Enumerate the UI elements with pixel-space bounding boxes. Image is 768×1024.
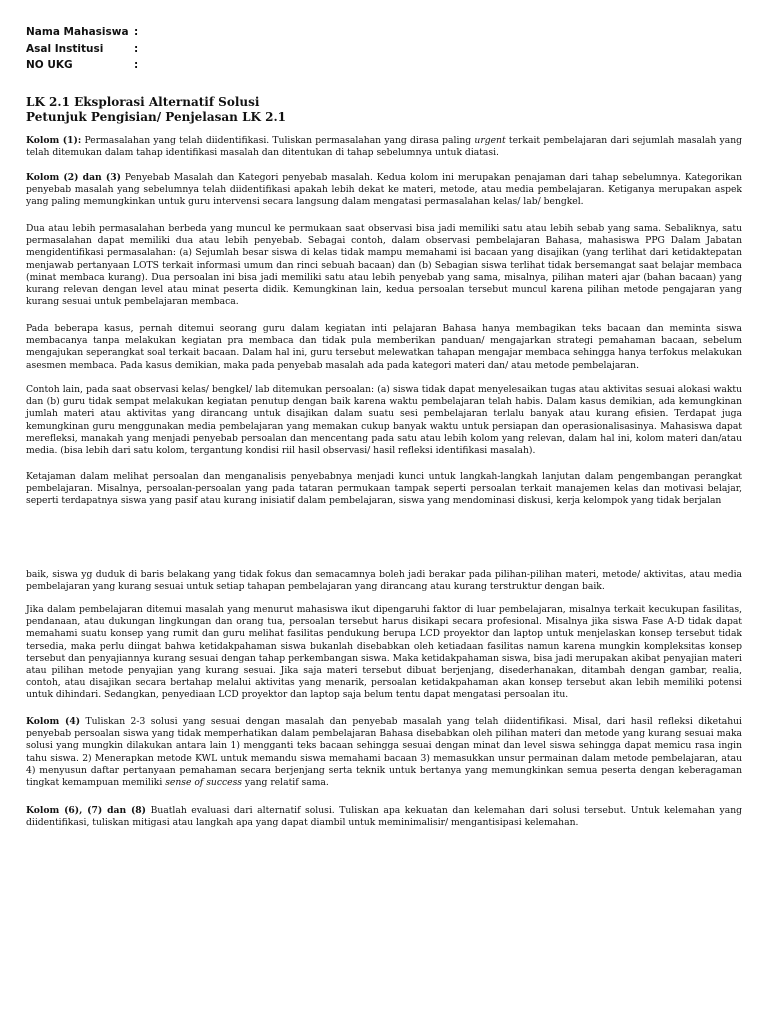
identity-label: Nama Mahasiswa [26, 26, 129, 38]
paragraph-lead: Kolom (2) dan (3) [26, 172, 121, 183]
identity-row-institution [26, 41, 742, 58]
identity-row-ukg [26, 57, 742, 74]
paragraph-body: terkait pembelajaran dari sejumlah masalah yang telah ditemukan dalam tahap identifikasi masalah dan ditentukan di tahap sebelumnya untuk diatasi. [26, 135, 742, 159]
paragraph-body: Permasalahan yang telah diidentifikasi. Tuliskan permasalahan yang dirasa paling [81, 135, 475, 146]
identity-row-name [26, 24, 742, 41]
paragraph-lead: Kolom (4) [26, 716, 81, 727]
identity-separator: : [134, 26, 139, 38]
paragraph-body: yang relatif sama. [242, 777, 329, 789]
paragraph-kolom-6-8 [26, 805, 742, 829]
paragraph-lead: Kolom (1): [26, 135, 82, 146]
paragraph-body: Penyebab Masalah dan Kategori penyebab masalah. Kedua kolom ini merupakan penajaman dari tahap sebelumnya. Kategorikan penyebab masalah yang sebelumnya telah diidentifikasi apakah lebih dekat ke materi, metode, atau media pembelajaran. Ketiganya merupakan aspek yang paling memungkinkan untuk guru intervensi secara langsung dalam mengatasi permasalahan kelas/ lab/ bengkel. [26, 172, 742, 208]
identity-table [26, 24, 742, 74]
paragraph-emphasis: urgent [474, 135, 506, 146]
paragraph-analysis: Ketajaman dalam melihat persoalan dan menganalisis penyebabnya menjadi kunci untuk langkah-langkah lanjutan dalam pengembangan perangkat pembelajaran. Misalnya, persoalan-persoalan yang pada tataran permukaan tampak seperti persoalan terkait manajemen kelas dan motivasi belajar, seperti terdapatnya siswa yang pasif atau kurang inisiatif dalam pembelajaran, siswa yang mendominasi diskusi, kerja kelompok yang tidak berjalan [26, 471, 742, 507]
paragraph-body: Buatlah evaluasi dari alternatif solusi. Tuliskan apa kekuatan dan kelemahan dari solusi tersebut. Untuk kelemahan yang diidentifikasi, tuliskan mitigasi atau langkah apa yang dapat diambil untuk meminimalisir/ mengantisipasi kelemahan. [26, 805, 743, 829]
paragraph-kolom-1 [26, 135, 742, 159]
paragraph-time-case: Contoh lain, pada saat observasi kelas/ bengkel/ lab ditemukan persoalan: (a) siswa tidak dapat menyelesaikan tugas atau aktivitas sesuai alokasi waktu dan (b) guru tidak sempat melakukan kegiatan penutup dengan baik karena waktu pembelajaran telah habis. Dalam kasus demikian, ada kemungkinan jumlah materi atau aktivitas yang dirancang untuk disajikan dalam suatu sesi pembelajaran terlalu banyak atau kurang efisien. Terdapat juga kemungkinan guru menggunakan media pembelajaran yang memakan cukup banyak waktu untuk persiapan dan operasionalisasinya. Mahasiswa dapat merefleksi, manakah yang menjadi penyebab persoalan dan mencentang pada satu atau lebih kolom yang relevan, dalam hal ini, kolom materi dan/atau media. (bisa lebih dari satu kolom, tergantung kondisi riil hasil observasi/ hasil refleksi identifikasi masalah). [26, 384, 742, 457]
document-subtitle: Petunjuk Pengisian/ Penjelasan LK 2.1 [26, 110, 286, 124]
paragraph-kolom-2-3 [26, 172, 742, 209]
paragraph-analysis-continued: baik, siswa yg duduk di baris belakang yang tidak fokus dan semacamnya boleh jadi berakar pada pilihan-pilihan materi, metode/ aktivitas, atau media pembelajaran yang kurang sesuai untuk setiap tahapan pembelajaran yang dirancang atau kurang terstruktur dengan baik. [26, 569, 742, 593]
document-title: LK 2.1 Eksplorasi Alternatif Solusi [26, 95, 260, 109]
paragraph-kolom-4 [26, 716, 742, 789]
paragraph-emphasis: sense of success [165, 777, 243, 789]
paragraph-lead: Kolom (6), (7) dan (8) [26, 805, 147, 816]
identity-label: NO UKG [26, 59, 73, 71]
paragraph-reading-case: Pada beberapa kasus, pernah ditemui seorang guru dalam kegiatan inti pelajaran Bahasa hanya membagikan teks bacaan dan meminta siswa membacanya tanpa melakukan kegiatan pra membaca dan tidak pula memberikan panduan/ mengajarkan strategi pemahaman bacaan, sebelum mengajukan seperangkat soal terkait bacaan. Dalam hal ini, guru tersebut melewatkan tahapan mengajar membaca sehingga hanya terfokus melakukan asesmen membaca. Pada kasus demikian, maka pada penyebab masalah ada pada kategori materi dan/ atau metode pembelajaran. [26, 323, 742, 371]
identity-label: Asal Institusi [26, 42, 104, 55]
document-heading [26, 95, 742, 125]
paragraph-causes-example: Dua atau lebih permasalahan berbeda yang muncul ke permukaan saat observasi bisa jadi memiliki satu atau lebih sebab yang sama. Sebaliknya, satu permasalahan dapat memiliki dua atau lebih penyebab. Sebagai contoh, dalam observasi pembelajaran Bahasa, mahasiswa PPG Dalam Jabatan mengidentifikasi permasalahan: (a) Sejumlah besar siswa di kelas tidak mampu memahami isi bacaan yang disajikan (yang terlihat dari ketidaktepatan menjawab pertanyaan LOTS terkait informasi umum dan rinci sebuah bacaan) dan (b) Sebagian siswa terlihat tidak bersemangat saat belajar membaca (minat membaca kurang). Dua persoalan ini bisa jadi memiliki satu atau lebih penyebab yang sama, misalnya, pilihan materi ajar (bahan bacaan) yang kurang relevan dengan level atau minat peserta didik. Kemungkinan lain, kedua persoalan tersebut muncul karena pilihan metode pengajaran yang kurang sesuai untuk pembelajaran membaca. [26, 223, 742, 308]
paragraph-body: Tuliskan 2-3 solusi yang sesuai dengan masalah dan penyebab masalah yang telah diidentifikasi. Misal, dari hasil refleksi diketahui penyebab persoalan siswa yang tidak memperhatikan dalam pembelajaran Bahasa disebabkan oleh pilihan materi dan metode yang kurang sesuai maka solusi yang mungkin dilakukan antara lain 1) mengganti teks bacaan sehingga sesuai dengan minat dan level siswa sehingga dapat memicu rasa ingin tahu siswa. 2) Menerapkan metode KWL untuk memandu siswa memahami bacaan 3) memasukkan unsur permainan dalam metode pembelajaran, atau 4) menyusun daftar pertanyaan pemahaman secara berjenjang serta teknik untuk bertanya yang memungkinkan semua peserta dengan keberagaman tingkat kemampuan memiliki [26, 716, 742, 789]
paragraph-external-factors: Jika dalam pembelajaran ditemui masalah yang menurut mahasiswa ikut dipengaruhi faktor di luar pembelajaran, misalnya terkait kecukupan fasilitas, pendanaan, atau dukungan lingkungan dan orang tua, persoalan tersebut harus disikapi secara profesional. Misalnya jika siswa Fase A-D tidak dapat memahami suatu konsep yang rumit dan guru melihat fasilitas pendukung berupa LCD proyektor dan laptop untuk menjelaskan konsep tersebut tidak tersedia, maka perlu diingat bahwa ketidakpahaman siswa bukanlah disebabkan oleh ketiadaan fasilitas namun karena mungkin kompleksitas konsep tersebut dan penyajiannya kurang sesuai dengan tahap perkembangan siswa. Maka ketidakpahaman siswa, bisa jadi merupakan akibat penyajian materi atau pilihan metode penyajian yang kurang sesuai. Jika saja materi tersebut dibuat berjenjang, disederhanakan, ditambah dengan gambar, realia, contoh, atau disajikan secara bertahap melalui aktivitas yang menarik, persoalan ketidakpahaman akan konsep tersebut akan lebih memiliki potensi untuk dihindari. Sedangkan, penyediaan LCD proyektor dan laptop saja belum tentu dapat mengatasi persoalan itu. [26, 604, 742, 701]
identity-separator: : [134, 59, 139, 71]
identity-separator: : [134, 42, 139, 55]
